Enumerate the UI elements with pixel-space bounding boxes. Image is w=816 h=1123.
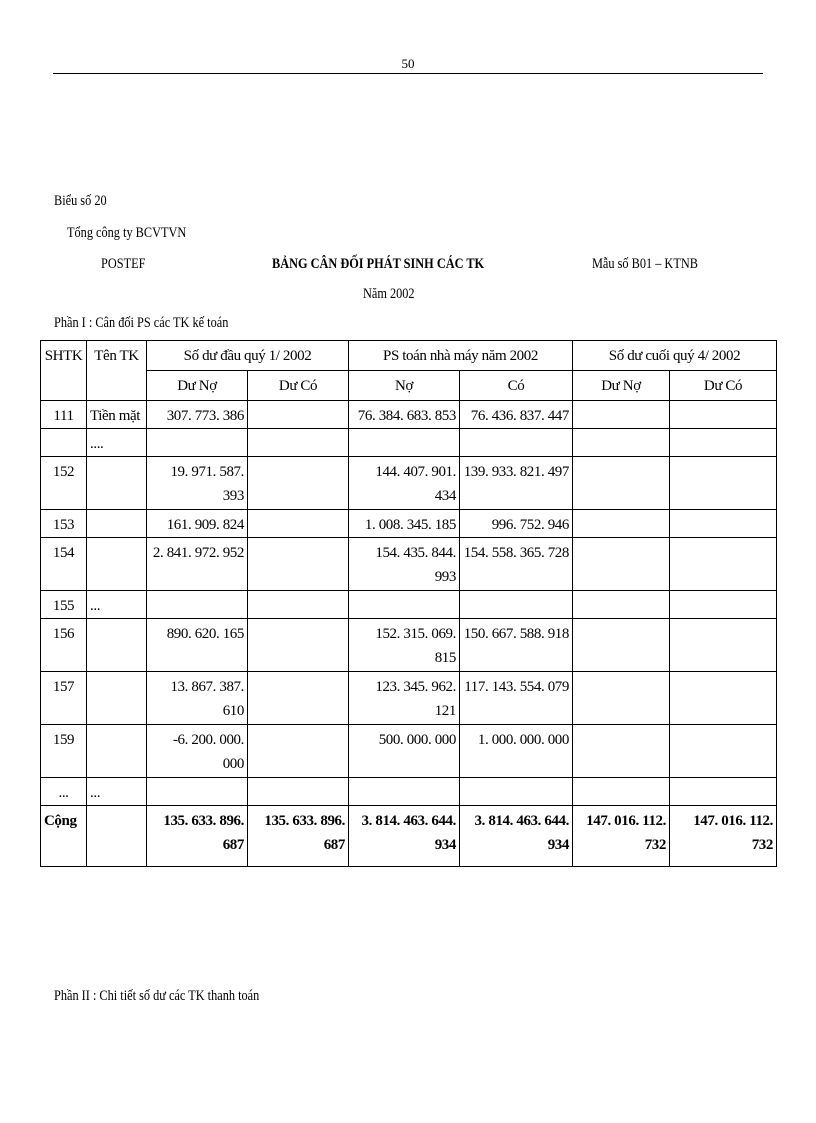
- cell-shtk: 152: [41, 457, 87, 510]
- cell-shtk: 154: [41, 538, 87, 591]
- cell-opening-credit: [248, 510, 349, 538]
- header-period-activity: PS toán nhà máy năm 2002: [349, 341, 573, 371]
- cell-period-credit: 996. 752. 946: [460, 510, 573, 538]
- page-number: 50: [401, 56, 415, 71]
- cell-shtk: 155: [41, 591, 87, 619]
- header-rule: [53, 73, 763, 74]
- cell-closing-debit: [573, 510, 670, 538]
- cell-closing-credit: [670, 725, 777, 778]
- cell-closing-credit: [670, 591, 777, 619]
- total-closing-debit: 147. 016. 112. 732: [573, 806, 670, 867]
- cell-period-credit: [460, 591, 573, 619]
- table-row: [41, 510, 777, 538]
- cell-opening-debit: [147, 429, 248, 457]
- cell-account-name: [87, 672, 147, 725]
- cell-closing-debit: [573, 619, 670, 672]
- cell-account-name: [87, 510, 147, 538]
- cell-closing-debit: [573, 457, 670, 510]
- cell-opening-debit: 13. 867. 387. 610: [147, 672, 248, 725]
- sub-closing-debit: Dư Nợ: [573, 371, 670, 401]
- cell-account-name: Tiền mặt: [87, 401, 147, 429]
- cell-closing-debit: [573, 538, 670, 591]
- cell-opening-credit: [248, 429, 349, 457]
- cell-closing-debit: [573, 429, 670, 457]
- cell-account-name: [87, 619, 147, 672]
- cell-shtk: 111: [41, 401, 87, 429]
- page-title: BẢNG CÂN ĐỐI PHÁT SINH CÁC TK: [272, 256, 485, 272]
- sub-period-debit: Nợ: [349, 371, 460, 401]
- total-period-credit: 3. 814. 463. 644. 934: [460, 806, 573, 867]
- cell-opening-debit: 307. 773. 386: [147, 401, 248, 429]
- cell-opening-credit: [248, 538, 349, 591]
- cell-period-credit: [460, 778, 573, 806]
- cell-shtk: 159: [41, 725, 87, 778]
- cell-period-debit: 500. 000. 000: [349, 725, 460, 778]
- cell-period-debit: 1. 008. 345. 185: [349, 510, 460, 538]
- cell-account-name: [87, 725, 147, 778]
- cell-period-debit: 76. 384. 683. 853: [349, 401, 460, 429]
- cell-period-debit: 154. 435. 844. 993: [349, 538, 460, 591]
- table-row: [41, 619, 777, 672]
- cell-shtk: [41, 429, 87, 457]
- cell-opening-debit: -6. 200. 000. 000: [147, 725, 248, 778]
- cell-opening-debit: 890. 620. 165: [147, 619, 248, 672]
- cell-opening-debit: 19. 971. 587. 393: [147, 457, 248, 510]
- cell-period-debit: 123. 345. 962. 121: [349, 672, 460, 725]
- cell-period-credit: 154. 558. 365. 728: [460, 538, 573, 591]
- cell-period-debit: [349, 429, 460, 457]
- cell-opening-debit: 2. 841. 972. 952: [147, 538, 248, 591]
- total-closing-credit: 147. 016. 112. 732: [670, 806, 777, 867]
- table-row: [41, 725, 777, 778]
- cell-closing-debit: [573, 778, 670, 806]
- report-year: Năm 2002: [363, 286, 415, 302]
- table-total-row: [41, 806, 777, 867]
- cell-closing-debit: [573, 725, 670, 778]
- header-closing-balance: Số dư cuối quý 4/ 2002: [573, 341, 777, 371]
- cell-opening-credit: [248, 619, 349, 672]
- header-opening-balance: Số dư đầu quý 1/ 2002: [147, 341, 349, 371]
- cell-opening-credit: [248, 401, 349, 429]
- total-opening-debit: 135. 633. 896. 687: [147, 806, 248, 867]
- cell-period-debit: 152. 315. 069. 815: [349, 619, 460, 672]
- table-row: [41, 778, 777, 806]
- cell-opening-debit: 161. 909. 824: [147, 510, 248, 538]
- header-account-name: Tên TK: [87, 341, 147, 401]
- part-one-heading: Phần I : Cân đối PS các TK kế toán: [54, 315, 229, 331]
- cell-closing-credit: [670, 778, 777, 806]
- table-row: [41, 672, 777, 725]
- table-subheader-row: [41, 371, 777, 401]
- cell-period-credit: 1. 000. 000. 000: [460, 725, 573, 778]
- cell-opening-credit: [248, 725, 349, 778]
- cell-period-credit: 76. 436. 837. 447: [460, 401, 573, 429]
- cell-closing-credit: [670, 457, 777, 510]
- table-row: [41, 429, 777, 457]
- cell-account-name: ...: [87, 778, 147, 806]
- cell-shtk: ...: [41, 778, 87, 806]
- cell-closing-credit: [670, 401, 777, 429]
- cell-closing-credit: [670, 510, 777, 538]
- form-code: Mẫu số B01 – KTNB: [592, 256, 698, 272]
- cell-opening-credit: [248, 457, 349, 510]
- part-two-heading: Phần II : Chi tiết số dư các TK thanh toán: [54, 988, 260, 1004]
- cell-opening-credit: [248, 672, 349, 725]
- cell-account-name: [87, 538, 147, 591]
- cell-opening-debit: [147, 591, 248, 619]
- cell-closing-debit: [573, 672, 670, 725]
- table-row: [41, 538, 777, 591]
- table-row: [41, 591, 777, 619]
- cell-period-debit: [349, 591, 460, 619]
- sub-opening-credit: Dư Có: [248, 371, 349, 401]
- cell-account-name: ...: [87, 591, 147, 619]
- cell-period-credit: 150. 667. 588. 918: [460, 619, 573, 672]
- cell-shtk: 157: [41, 672, 87, 725]
- sub-period-credit: Có: [460, 371, 573, 401]
- table-header-row: [41, 341, 777, 371]
- cell-period-credit: 117. 143. 554. 079: [460, 672, 573, 725]
- sub-closing-credit: Dư Có: [670, 371, 777, 401]
- table-row: [41, 401, 777, 429]
- cell-closing-debit: [573, 591, 670, 619]
- cell-period-credit: [460, 429, 573, 457]
- cell-period-debit: 144. 407. 901. 434: [349, 457, 460, 510]
- sub-opening-debit: Dư Nợ: [147, 371, 248, 401]
- cell-period-credit: 139. 933. 821. 497: [460, 457, 573, 510]
- unit-name: POSTEF: [101, 256, 146, 272]
- cell-closing-credit: [670, 672, 777, 725]
- cell-period-debit: [349, 778, 460, 806]
- total-opening-credit: 135. 633. 896. 687: [248, 806, 349, 867]
- cell-account-name: ....: [87, 429, 147, 457]
- table-row: [41, 457, 777, 510]
- company-name: Tổng công ty BCVTVN: [67, 225, 187, 241]
- cell-account-name: [87, 457, 147, 510]
- cell-closing-credit: [670, 429, 777, 457]
- cell-closing-credit: [670, 619, 777, 672]
- cell-shtk: 156: [41, 619, 87, 672]
- cell-opening-credit: [248, 778, 349, 806]
- cell-closing-credit: [670, 538, 777, 591]
- cell-shtk: 153: [41, 510, 87, 538]
- total-period-debit: 3. 814. 463. 644. 934: [349, 806, 460, 867]
- total-name-empty: [87, 806, 147, 867]
- cell-opening-debit: [147, 778, 248, 806]
- cell-closing-debit: [573, 401, 670, 429]
- cell-opening-credit: [248, 591, 349, 619]
- total-label: Cộng: [41, 806, 87, 867]
- header-shtk: SHTK: [41, 341, 87, 401]
- form-label: Biểu số 20: [54, 193, 107, 209]
- balance-table: [40, 340, 777, 867]
